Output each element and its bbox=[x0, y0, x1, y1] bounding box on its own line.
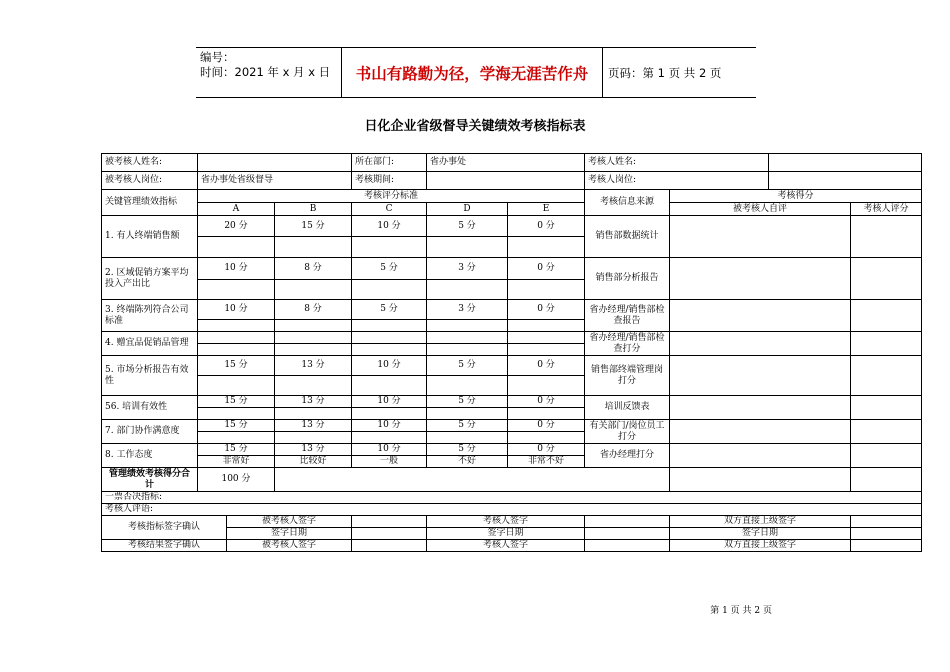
score-d: 3 分 bbox=[427, 258, 508, 280]
score-c: 5 分 bbox=[352, 300, 427, 320]
blank-cell bbox=[275, 320, 352, 332]
blank-cell bbox=[352, 376, 427, 396]
self-score-cell[interactable] bbox=[670, 396, 851, 420]
total-self-cell[interactable] bbox=[670, 468, 851, 492]
score-e: 0 分 bbox=[508, 216, 585, 237]
blank-cell bbox=[275, 408, 352, 420]
blank-cell bbox=[427, 432, 508, 444]
blank-cell bbox=[508, 280, 585, 300]
score-e: 0 分 bbox=[508, 444, 585, 456]
assessor-score-cell[interactable] bbox=[851, 444, 922, 468]
blank-cell bbox=[508, 408, 585, 420]
score-b: 13 分 bbox=[275, 420, 352, 432]
score-e: 0 分 bbox=[508, 258, 585, 280]
score-d: 5 分 bbox=[427, 216, 508, 237]
score-b: 8 分 bbox=[275, 300, 352, 320]
score-c bbox=[352, 332, 427, 344]
score-d bbox=[427, 332, 508, 344]
kpi-heading: 关键管理绩效指标 bbox=[102, 190, 198, 216]
attitude-very-bad: 非常不好 bbox=[508, 456, 585, 468]
heading-row-1 bbox=[102, 190, 922, 203]
blank-cell bbox=[508, 237, 585, 258]
total-assessor-cell[interactable] bbox=[851, 468, 922, 492]
score-c: 10 分 bbox=[352, 356, 427, 376]
score-d: 5 分 bbox=[427, 396, 508, 408]
index-confirm-label: 考核指标签字确认 bbox=[102, 516, 227, 540]
page-header bbox=[196, 47, 756, 98]
kpi-name: 7. 部门协作满意度 bbox=[102, 420, 198, 444]
attitude-bad: 不好 bbox=[427, 456, 508, 468]
self-score-heading: 被考核人自评 bbox=[670, 203, 851, 216]
self-score-cell[interactable] bbox=[670, 420, 851, 444]
blank-cell bbox=[508, 344, 585, 356]
blank-cell bbox=[352, 432, 427, 444]
score-a: 10 分 bbox=[198, 258, 275, 280]
blank-cell bbox=[427, 408, 508, 420]
assessor-post-label: 考核人岗位: bbox=[585, 172, 769, 190]
blank-cell bbox=[275, 344, 352, 356]
assessor-date-label: 签字日期 bbox=[427, 528, 585, 540]
criteria-heading: 考核评分标准 bbox=[198, 190, 585, 203]
score-e bbox=[508, 332, 585, 344]
assessor-score-cell[interactable] bbox=[851, 258, 922, 300]
result-assessor-sign-cell[interactable] bbox=[585, 540, 670, 552]
result-assessee-sign-cell[interactable] bbox=[352, 540, 427, 552]
total-blank bbox=[275, 468, 670, 492]
info-source: 省办经理打分 bbox=[585, 444, 670, 468]
result-assessee-sign-label: 被考核人签字 bbox=[227, 540, 352, 552]
score-a: 15 分 bbox=[198, 420, 275, 432]
assessor-sign-cell[interactable] bbox=[585, 516, 670, 528]
blank-cell bbox=[508, 432, 585, 444]
assessor-score-cell[interactable] bbox=[851, 216, 922, 258]
kpi-name: 5. 市场分析报告有效性 bbox=[102, 356, 198, 396]
score-c: 10 分 bbox=[352, 420, 427, 432]
blank-cell bbox=[427, 280, 508, 300]
table-row bbox=[102, 444, 922, 456]
assessor-score-cell[interactable] bbox=[851, 332, 922, 356]
blank-cell bbox=[198, 280, 275, 300]
blank-cell bbox=[198, 237, 275, 258]
table-row bbox=[102, 396, 922, 408]
info-source: 培训反馈表 bbox=[585, 396, 670, 420]
score-e: 0 分 bbox=[508, 356, 585, 376]
result-assessor-sign-label: 考核人签字 bbox=[427, 540, 585, 552]
score-c: 10 分 bbox=[352, 216, 427, 237]
blank-cell bbox=[352, 320, 427, 332]
score-e: 0 分 bbox=[508, 396, 585, 408]
info-row-1 bbox=[102, 154, 922, 172]
assessee-sign-label: 被考核人签字 bbox=[227, 516, 352, 528]
blank-cell bbox=[198, 408, 275, 420]
score-d: 5 分 bbox=[427, 356, 508, 376]
result-superior-sign-label: 双方直接上级签字 bbox=[670, 540, 851, 552]
score-e: 0 分 bbox=[508, 420, 585, 432]
assessor-score-cell[interactable] bbox=[851, 356, 922, 396]
self-score-cell[interactable] bbox=[670, 258, 851, 300]
score-c: 5 分 bbox=[352, 258, 427, 280]
score-a: 15 分 bbox=[198, 356, 275, 376]
total-value: 100 分 bbox=[198, 468, 275, 492]
document-number-label: 编号： bbox=[200, 50, 235, 64]
grade-a: A bbox=[198, 203, 275, 216]
self-score-cell[interactable] bbox=[670, 444, 851, 468]
score-c: 10 分 bbox=[352, 444, 427, 456]
info-source: 销售部终端管理岗打分 bbox=[585, 356, 670, 396]
info-source: 省办经理/销售部检查报告 bbox=[585, 300, 670, 332]
superior-sign-label: 双方直接上级签字 bbox=[670, 516, 851, 528]
score-heading: 考核得分 bbox=[670, 190, 922, 203]
blank-cell bbox=[275, 432, 352, 444]
blank-cell bbox=[352, 408, 427, 420]
blank-cell bbox=[352, 344, 427, 356]
header-page-label: 页码：第 1 页 共 2 页 bbox=[608, 65, 722, 80]
result-superior-sign-cell[interactable] bbox=[851, 540, 922, 552]
kpi-name: 2. 区域促销方案平均投入产出比 bbox=[102, 258, 198, 300]
kpi-name: 8. 工作态度 bbox=[102, 444, 198, 468]
comment-label: 考核人评语: bbox=[102, 504, 922, 516]
table-row bbox=[102, 332, 922, 344]
assessor-name-value bbox=[769, 154, 922, 172]
table-row bbox=[102, 356, 922, 376]
blank-cell bbox=[275, 237, 352, 258]
score-d: 3 分 bbox=[427, 300, 508, 320]
grade-d: D bbox=[427, 203, 508, 216]
total-label: 管理绩效考核得分合计 bbox=[102, 468, 198, 492]
self-score-cell[interactable] bbox=[670, 356, 851, 396]
assessor-name-label: 考核人姓名: bbox=[585, 154, 769, 172]
table-row bbox=[102, 300, 922, 320]
blank-cell bbox=[427, 344, 508, 356]
veto-label: 一票否决指标: bbox=[102, 492, 922, 504]
period-value bbox=[427, 172, 585, 190]
heading-row-2 bbox=[102, 203, 922, 216]
department-label: 所在部门: bbox=[352, 154, 427, 172]
assessee-post-value: 省办事处省级督导 bbox=[198, 172, 352, 190]
grade-b: B bbox=[275, 203, 352, 216]
score-a: 15 分 bbox=[198, 396, 275, 408]
sign-row-3 bbox=[102, 540, 922, 552]
assessor-score-cell[interactable] bbox=[851, 300, 922, 332]
grade-c: C bbox=[352, 203, 427, 216]
score-a: 15 分 bbox=[198, 444, 275, 456]
score-d: 5 分 bbox=[427, 420, 508, 432]
kpi-name: 56. 培训有效性 bbox=[102, 396, 198, 420]
score-b: 8 分 bbox=[275, 258, 352, 280]
assessor-date-cell[interactable] bbox=[585, 528, 670, 540]
blank-cell bbox=[198, 376, 275, 396]
assessee-date-label: 签字日期 bbox=[227, 528, 352, 540]
self-score-cell[interactable] bbox=[670, 300, 851, 332]
score-b: 13 分 bbox=[275, 396, 352, 408]
result-confirm-label: 考核结果签字确认 bbox=[102, 540, 227, 552]
blank-cell bbox=[427, 320, 508, 332]
page-footer: 第 1 页 共 2 页 bbox=[710, 606, 772, 616]
assessor-sign-label: 考核人签字 bbox=[427, 516, 585, 528]
score-b: 13 分 bbox=[275, 356, 352, 376]
attitude-average: 一般 bbox=[352, 456, 427, 468]
blank-cell bbox=[427, 376, 508, 396]
blank-cell bbox=[508, 376, 585, 396]
superior-sign-cell[interactable] bbox=[851, 516, 922, 528]
kpi-name: 1. 有人终端销售额 bbox=[102, 216, 198, 258]
blank-cell bbox=[198, 320, 275, 332]
source-heading: 考核信息来源 bbox=[585, 190, 670, 216]
score-b: 13 分 bbox=[275, 444, 352, 456]
score-b: 15 分 bbox=[275, 216, 352, 237]
superior-date-cell[interactable] bbox=[851, 528, 922, 540]
assessor-score-cell[interactable] bbox=[851, 396, 922, 420]
blank-cell bbox=[352, 280, 427, 300]
superior-date-label: 签字日期 bbox=[670, 528, 851, 540]
period-label: 考核期间: bbox=[352, 172, 427, 190]
assessor-post-value bbox=[769, 172, 922, 190]
comment-row bbox=[102, 504, 922, 516]
assessor-score-heading: 考核人评分 bbox=[851, 203, 922, 216]
table-row bbox=[102, 216, 922, 237]
info-source: 销售部数据统计 bbox=[585, 216, 670, 258]
info-source: 省办经理/销售部检查打分 bbox=[585, 332, 670, 356]
self-score-cell[interactable] bbox=[670, 332, 851, 356]
score-a bbox=[198, 332, 275, 344]
score-a: 20 分 bbox=[198, 216, 275, 237]
department-value: 省办事处 bbox=[427, 154, 585, 172]
score-d: 5 分 bbox=[427, 444, 508, 456]
document-title: 日化企业省级督导关键绩效考核指标表 bbox=[364, 119, 586, 134]
blank-cell bbox=[198, 344, 275, 356]
assessee-post-label: 被考核人岗位: bbox=[102, 172, 198, 190]
kpi-name: 3. 终端陈列符合公司标准 bbox=[102, 300, 198, 332]
blank-cell bbox=[352, 237, 427, 258]
assessee-date-cell[interactable] bbox=[352, 528, 427, 540]
veto-row bbox=[102, 492, 922, 504]
header-left bbox=[200, 50, 330, 80]
attitude-very-good: 非常好 bbox=[198, 456, 275, 468]
document-time-label: 时间：2021 年 x 月 x 日 bbox=[200, 65, 331, 79]
grade-e: E bbox=[508, 203, 585, 216]
assessee-name-value bbox=[198, 154, 352, 172]
header-motto: 书山有路勤为径，学海无涯苦作舟 bbox=[341, 48, 603, 97]
info-source: 销售部分析报告 bbox=[585, 258, 670, 300]
blank-cell bbox=[198, 432, 275, 444]
score-b bbox=[275, 332, 352, 344]
assessee-name-label: 被考核人姓名: bbox=[102, 154, 198, 172]
score-c: 10 分 bbox=[352, 396, 427, 408]
blank-cell bbox=[275, 376, 352, 396]
table-row bbox=[102, 420, 922, 432]
kpi-table bbox=[101, 153, 922, 552]
assessee-sign-cell[interactable] bbox=[352, 516, 427, 528]
info-row-2 bbox=[102, 172, 922, 190]
self-score-cell[interactable] bbox=[670, 216, 851, 258]
total-row bbox=[102, 468, 922, 492]
blank-cell bbox=[275, 280, 352, 300]
score-e: 0 分 bbox=[508, 300, 585, 320]
blank-cell bbox=[508, 320, 585, 332]
table-row bbox=[102, 258, 922, 280]
kpi-name: 4. 赠宜品促销品管理 bbox=[102, 332, 198, 356]
attitude-good: 比较好 bbox=[275, 456, 352, 468]
score-a: 10 分 bbox=[198, 300, 275, 320]
blank-cell bbox=[427, 237, 508, 258]
info-source: 有关部门/岗位员工打分 bbox=[585, 420, 670, 444]
assessor-score-cell[interactable] bbox=[851, 420, 922, 444]
sign-row-1 bbox=[102, 516, 922, 528]
